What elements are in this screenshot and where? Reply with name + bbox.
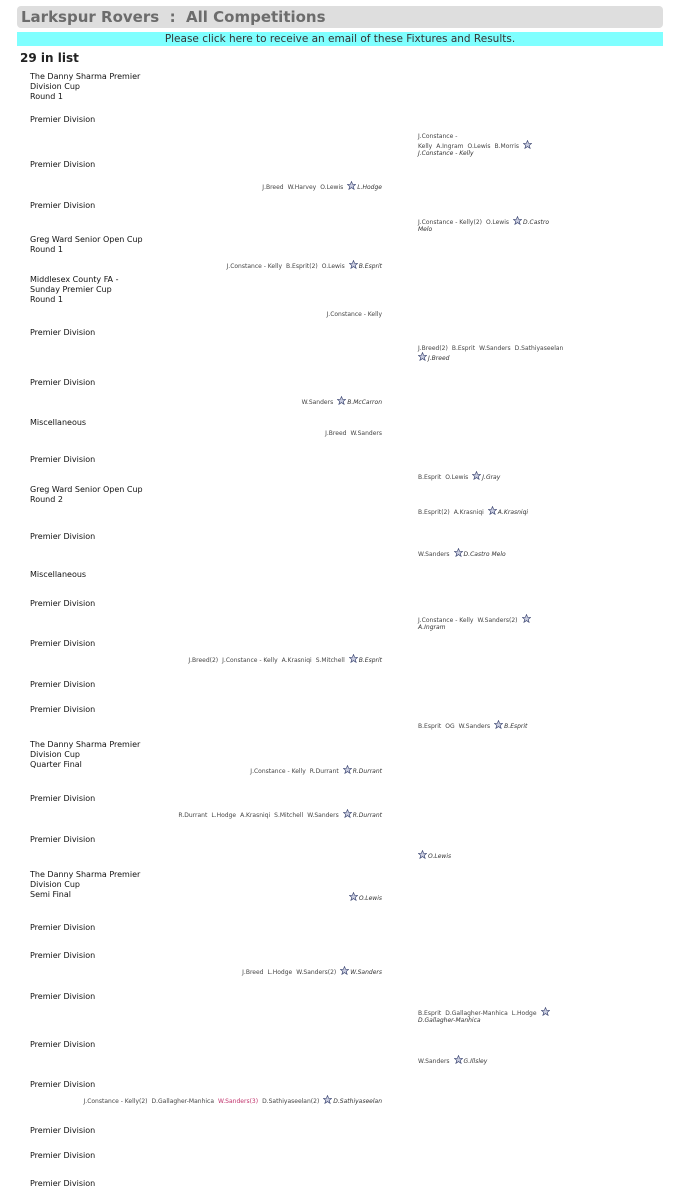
goal-scorers	[227, 260, 386, 270]
scorer[interactable]: J.Breed	[325, 430, 347, 437]
star-icon	[349, 260, 358, 269]
goal-scorers	[418, 506, 558, 516]
competition-name	[30, 951, 150, 961]
competition-line: Premier Division	[30, 532, 96, 541]
man-of-match-name[interactable]: J.Breed	[428, 355, 450, 362]
competition-name	[30, 485, 150, 505]
scorer[interactable]: J.Breed(2)	[418, 345, 448, 352]
goal-scorers	[418, 1007, 558, 1024]
man-of-match-name[interactable]: D.Sathiyaseelan	[333, 1098, 382, 1105]
star-icon	[323, 1095, 332, 1104]
man-of-match-name[interactable]: A.Ingram	[418, 624, 446, 631]
competition-name	[30, 1151, 150, 1161]
scorer[interactable]: O.Lewis	[320, 184, 344, 191]
star-icon	[343, 765, 352, 774]
goal-scorers	[178, 809, 386, 819]
man-of-match	[349, 895, 382, 902]
competition-name	[30, 1080, 150, 1090]
scorer[interactable]: B.Esprit	[418, 1010, 442, 1017]
scorer[interactable]: B.Esprit(2)	[418, 509, 450, 516]
scorer[interactable]: J.Breed	[242, 969, 264, 976]
competition-name	[30, 1126, 150, 1136]
goal-scorers	[349, 892, 386, 902]
competition-line: Premier Division	[30, 201, 96, 210]
goal-scorers	[242, 966, 386, 976]
star-icon	[418, 352, 427, 361]
man-of-match	[454, 551, 506, 558]
competition-line: Premier Division	[30, 455, 96, 464]
competition-line: Round 1	[30, 295, 63, 304]
star-icon	[349, 654, 358, 663]
goal-scorers	[418, 216, 558, 233]
man-of-match	[418, 355, 449, 362]
man-of-match	[343, 812, 382, 819]
man-of-match-name[interactable]: D.Castro Melo	[463, 551, 506, 558]
competition-line: Round 1	[30, 245, 63, 254]
competition-line: The Danny Sharma Premier Division Cup	[30, 740, 141, 759]
scorer[interactable]: D.Gallagher-Manhica	[151, 1098, 215, 1105]
competition-name	[30, 1040, 150, 1050]
scorer[interactable]: J.Breed	[262, 184, 284, 191]
competition-name	[30, 639, 150, 649]
scorer[interactable]: B.Esprit	[451, 345, 476, 352]
man-of-match-name[interactable]: O.Lewis	[358, 895, 382, 902]
competition-name	[30, 275, 150, 305]
scorer[interactable]: D.Sathiyaseelan	[514, 345, 564, 352]
goal-scorers	[418, 850, 558, 860]
competition-line: Premier Division	[30, 378, 96, 387]
man-of-match-name[interactable]: J.Gray	[482, 474, 501, 481]
list-count: 29 in list	[20, 51, 79, 65]
scorer[interactable]: D.Gallagher-Manhica	[445, 1010, 508, 1017]
scorer[interactable]: A.Krasniqi	[240, 812, 271, 819]
scorer[interactable]: W.Sanders	[418, 1058, 450, 1065]
scorer[interactable]: J.Constance - Kelly	[326, 311, 382, 318]
competition-name	[30, 115, 150, 125]
competition-line: Premier Division	[30, 1040, 96, 1049]
competition-line: Premier Division	[30, 992, 96, 1001]
competition-line: Premier Division	[30, 705, 96, 714]
competition-line: Greg Ward Senior Open Cup	[30, 485, 143, 494]
scorer[interactable]: L.Hodge	[211, 812, 237, 819]
scorer[interactable]: J.Constance - Kelly	[250, 768, 306, 775]
competition-name	[30, 705, 150, 715]
star-icon	[488, 506, 497, 515]
scorer[interactable]: A.Ingram	[436, 143, 464, 150]
goal-scorers	[84, 1095, 386, 1105]
goal-scorers	[250, 765, 386, 775]
scorer[interactable]: W.Sanders	[458, 723, 491, 730]
scorer[interactable]: L.Hodge	[267, 969, 293, 976]
competition-line: Premier Division	[30, 328, 96, 337]
competition-name	[30, 201, 150, 211]
goal-scorers	[418, 614, 558, 631]
competition-line: Middlesex County FA - Sunday Premier Cup	[30, 275, 119, 294]
goal-scorers	[325, 430, 386, 437]
competition-line: Greg Ward Senior Open Cup	[30, 235, 143, 244]
star-icon	[494, 720, 503, 729]
man-of-match-name[interactable]: L.Hodge	[357, 184, 382, 191]
scorer[interactable]: J.Constance - Kelly(2)	[83, 1098, 148, 1105]
man-of-match-name[interactable]: B.McCarron	[347, 399, 382, 406]
competition-name	[30, 72, 150, 102]
competition-name	[30, 740, 150, 770]
competition-line: Premier Division	[30, 794, 96, 803]
man-of-match	[337, 399, 382, 406]
scorer[interactable]: A.Krasniqi	[281, 657, 312, 664]
competition-name	[30, 870, 150, 900]
goal-scorers	[262, 181, 386, 191]
scorer[interactable]: W.Sanders(3)	[218, 1098, 259, 1105]
competition-name	[30, 378, 150, 388]
star-icon	[522, 614, 531, 623]
email-banner	[17, 32, 663, 46]
competition-name	[30, 599, 150, 609]
scorer[interactable]: O.Lewis	[485, 219, 509, 226]
scorer[interactable]: D.Sathiyaseelan(2)	[262, 1098, 320, 1105]
scorer[interactable]: W.Harvey	[287, 184, 317, 191]
competition-line: Premier Division	[30, 1126, 96, 1135]
star-icon	[472, 471, 481, 480]
competition-line: Quarter Final	[30, 760, 82, 769]
star-icon	[523, 140, 532, 149]
competition-line: The Danny Sharma Premier Division Cup	[30, 72, 141, 91]
scorer[interactable]: A.Krasniqi	[453, 509, 484, 516]
man-of-match	[418, 853, 451, 860]
man-of-match-name[interactable]: D.Gallagher-Manhica	[418, 1017, 481, 1024]
star-icon	[349, 892, 358, 901]
competition-line: Round 1	[30, 92, 63, 101]
page-title: Larkspur Rovers : All Competitions	[21, 8, 326, 26]
competition-line: Premier Division	[30, 599, 96, 608]
competition-line: Premier Division	[30, 1179, 96, 1188]
scorer[interactable]: J.Constance - Kelly	[222, 657, 278, 664]
goal-scorers	[188, 654, 386, 664]
scorer[interactable]: O.Lewis	[321, 263, 345, 270]
scorer[interactable]: W.Sanders	[307, 812, 339, 819]
page-header	[17, 6, 663, 28]
scorer[interactable]: W.Sanders(2)	[296, 969, 337, 976]
competition-name	[30, 992, 150, 1002]
competition-line: Premier Division	[30, 680, 96, 689]
scorer[interactable]: W.Sanders	[301, 399, 334, 406]
scorer[interactable]: B.Esprit	[418, 474, 442, 481]
man-of-match-name[interactable]: R.Durrant	[352, 768, 382, 775]
competition-name	[30, 328, 150, 338]
scorer[interactable]: J.Constance - Kelly(2)	[418, 219, 482, 226]
goal-scorers	[418, 345, 564, 362]
scorer[interactable]: W.Sanders	[479, 345, 511, 352]
competition-line: Semi Final	[30, 890, 71, 899]
scorer[interactable]: OG	[445, 723, 455, 730]
scorer[interactable]: B.Esprit(2)	[286, 263, 318, 270]
goal-scorers	[418, 133, 558, 157]
competition-name	[30, 680, 150, 690]
competition-name	[30, 1179, 150, 1189]
man-of-match	[349, 657, 382, 664]
competition-line: Premier Division	[30, 115, 96, 124]
star-icon	[340, 966, 349, 975]
goal-scorers	[418, 548, 558, 558]
scorer[interactable]: O.Lewis	[445, 474, 469, 481]
man-of-match	[343, 768, 382, 775]
star-icon	[454, 1055, 463, 1064]
scorer[interactable]: R.Durrant	[309, 768, 339, 775]
scorer[interactable]: B.Morris	[494, 143, 520, 150]
star-icon	[454, 548, 463, 557]
man-of-match	[488, 509, 528, 516]
scorer[interactable]: L.Hodge	[511, 1010, 537, 1017]
competition-line: Premier Division	[30, 1151, 96, 1160]
man-of-match-name[interactable]: A.Krasniqi	[497, 509, 529, 516]
scorer[interactable]: J.Breed(2)	[188, 657, 219, 664]
man-of-match-name[interactable]: B.Esprit	[504, 723, 528, 730]
competition-line: Round 2	[30, 495, 63, 504]
goal-scorers	[418, 471, 558, 481]
competition-line: Premier Division	[30, 951, 96, 960]
man-of-match-name[interactable]: R.Durrant	[352, 812, 382, 819]
banner-text-pre: Please click	[164, 33, 230, 45]
man-of-match-name[interactable]: J.Constance - Kelly	[418, 150, 474, 157]
competition-line: Premier Division	[30, 160, 96, 169]
competition-name	[30, 835, 150, 845]
goal-scorers	[327, 311, 386, 318]
competition-line: Premier Division	[30, 923, 96, 932]
man-of-match	[340, 969, 382, 976]
man-of-match-name[interactable]: O.Lewis	[428, 853, 452, 860]
competition-name	[30, 532, 150, 542]
goal-scorers	[418, 720, 558, 730]
scorer[interactable]: B.Esprit	[418, 723, 442, 730]
email-signup-link[interactable]: here	[229, 33, 253, 45]
competition-name	[30, 794, 150, 804]
man-of-match	[454, 1058, 488, 1065]
competition-line: Premier Division	[30, 639, 96, 648]
star-icon	[513, 216, 522, 225]
scorer[interactable]: R.Durrant	[178, 812, 208, 819]
competition-name	[30, 418, 150, 428]
competition-name	[30, 570, 150, 580]
goal-scorers	[302, 396, 386, 406]
man-of-match	[494, 723, 527, 730]
competition-line: Miscellaneous	[30, 570, 87, 579]
competition-line: Premier Division	[30, 1080, 96, 1089]
man-of-match	[323, 1098, 382, 1105]
star-icon	[347, 181, 356, 190]
man-of-match-name[interactable]: G.Illsley	[463, 1058, 488, 1065]
competition-line: Premier Division	[30, 835, 96, 844]
scorer[interactable]: S.Mitchell	[274, 812, 304, 819]
man-of-match	[472, 474, 500, 481]
competition-name	[30, 455, 150, 465]
scorer[interactable]: S.Mitchell	[315, 657, 345, 664]
man-of-match-name[interactable]: D.Castro Melo	[418, 219, 550, 233]
competition-name	[30, 923, 150, 933]
man-of-match	[349, 263, 382, 270]
banner-text-post: to receive an email of these Fixtures and Results.	[252, 33, 516, 45]
scorer[interactable]: J.Constance - Kelly	[226, 263, 282, 270]
man-of-match-name[interactable]: W.Sanders	[350, 969, 382, 976]
man-of-match-name[interactable]: B.Esprit	[358, 263, 382, 270]
scorer[interactable]: J.Constance - Kelly	[418, 617, 474, 624]
star-icon	[343, 809, 352, 818]
scorer[interactable]: W.Sanders	[350, 430, 382, 437]
competition-line: Miscellaneous	[30, 418, 87, 427]
star-icon	[541, 1007, 550, 1016]
competition-line: The Danny Sharma Premier Division Cup	[30, 870, 141, 889]
scorer[interactable]: W.Sanders(2)	[477, 617, 518, 624]
scorer[interactable]: O.Lewis	[467, 143, 491, 150]
star-icon	[418, 850, 427, 859]
scorer[interactable]: J.Constance - Kelly	[418, 133, 458, 150]
man-of-match-name[interactable]: B.Esprit	[358, 657, 382, 664]
scorer[interactable]: W.Sanders	[418, 551, 450, 558]
goal-scorers	[418, 1055, 558, 1065]
competition-name	[30, 235, 150, 255]
man-of-match	[347, 184, 382, 191]
star-icon	[337, 396, 346, 405]
competition-name	[30, 160, 150, 170]
